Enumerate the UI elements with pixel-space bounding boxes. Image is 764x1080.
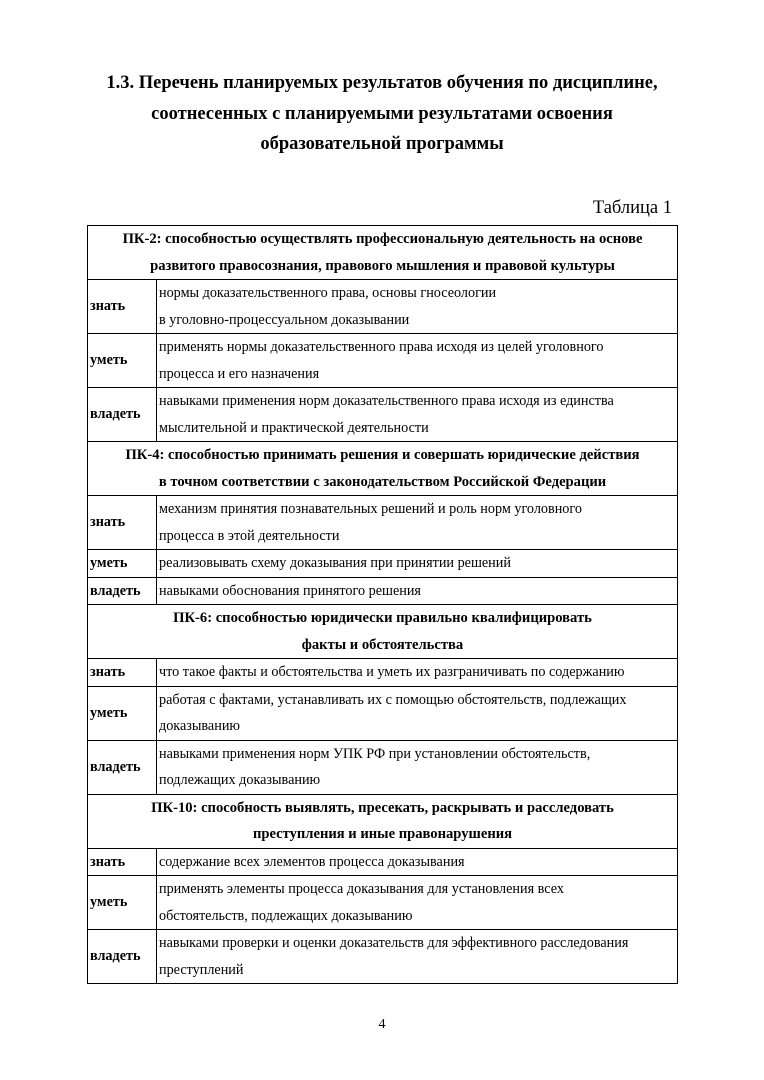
table-caption: Таблица 1 — [592, 198, 672, 218]
competencies-table — [87, 225, 678, 984]
row-text — [157, 388, 678, 442]
row-text — [157, 577, 678, 605]
row-text — [157, 930, 678, 984]
row-label: уметь — [88, 550, 157, 578]
heading-line: развитого правосознания, правового мышления и правовой культуры — [150, 257, 615, 274]
row-label: владеть — [88, 388, 157, 442]
text-line: применять элементы процесса доказывания для установления всех — [159, 881, 564, 897]
section-header-row — [88, 605, 678, 659]
text-line: что такое факты и обстоятельства и уметь их разграничивать по содержанию — [159, 664, 625, 680]
text-line: работая с фактами, устанавливать их с помощью обстоятельств, подлежащих — [159, 691, 627, 708]
page-number: 4 — [378, 1017, 386, 1032]
row-label: владеть — [88, 740, 157, 794]
row-text — [157, 740, 678, 794]
text-line: процесса и его назначения — [159, 365, 320, 382]
table-row — [88, 659, 678, 687]
heading-line: ПК-6: способностью юридически правильно квалифицировать — [173, 610, 592, 626]
row-text — [157, 848, 678, 876]
text-line: мыслительной и практической деятельности — [159, 419, 429, 436]
text-line: процесса в этой деятельности — [159, 527, 340, 544]
text-line: подлежащих доказыванию — [159, 772, 321, 788]
text-line: навыками обоснования принятого решения — [159, 582, 421, 599]
table-row — [88, 930, 678, 984]
row-text — [157, 496, 678, 550]
title-line-1: 1.3. Перечень планируемых результатов обучения по дисциплине, — [106, 73, 658, 93]
heading-line: факты и обстоятельства — [301, 636, 464, 653]
row-label: уметь — [88, 334, 157, 388]
text-line: нормы доказательственного права, основы гносеологии — [159, 285, 497, 301]
table-row — [88, 280, 678, 334]
heading-line: ПК-10: способность выявлять, пресекать, раскрывать и расследовать — [151, 799, 614, 816]
section-header-row — [88, 794, 678, 848]
row-text — [157, 280, 678, 334]
row-label: знать — [88, 848, 157, 876]
row-label: владеть — [88, 930, 157, 984]
heading-line: преступления и иные правонарушения — [252, 826, 513, 842]
row-text — [157, 876, 678, 930]
text-line: содержание всех элементов процесса доказывания — [159, 853, 465, 870]
row-label: знать — [88, 280, 157, 334]
text-line: реализовывать схему доказывания при принятии решений — [159, 555, 511, 571]
section-heading — [88, 794, 678, 848]
section-header-row — [88, 226, 678, 280]
section-heading — [88, 226, 678, 280]
row-text — [157, 686, 678, 740]
section-heading — [88, 605, 678, 659]
heading-line: ПК-2: способностью осуществлять профессиональную деятельность на основе — [122, 231, 643, 247]
row-label: владеть — [88, 577, 157, 605]
row-label: уметь — [88, 876, 157, 930]
section-heading — [88, 442, 678, 496]
heading-line: в точном соответствии с законодательством Российской Федерации — [158, 473, 607, 490]
text-line: преступлений — [159, 961, 244, 978]
text-line: навыками применения норм УПК РФ при установлении обстоятельств, — [159, 745, 591, 762]
text-line: в уголовно-процессуальном доказывании — [159, 311, 410, 328]
text-line: механизм принятия познавательных решений и роль норм уголовного — [159, 501, 582, 517]
table-row — [88, 577, 678, 605]
title-line-2: соотнесенных с планируемыми результатами освоения — [151, 103, 613, 124]
text-line: обстоятельств, подлежащих доказыванию — [159, 907, 413, 924]
row-label: уметь — [88, 686, 157, 740]
table-row — [88, 334, 678, 388]
table-row — [88, 740, 678, 794]
table-row — [88, 388, 678, 442]
title-line-3: образовательной программы — [260, 134, 504, 154]
section-title — [60, 68, 704, 160]
heading-line: ПК-4: способностью принимать решения и совершать юридические действия — [125, 447, 640, 463]
row-text — [157, 550, 678, 578]
table-row — [88, 876, 678, 930]
text-line: применять нормы доказательственного права исходя из целей уголовного — [159, 339, 604, 355]
row-label: знать — [88, 659, 157, 687]
row-label: знать — [88, 496, 157, 550]
text-line: навыками проверки и оценки доказательств для эффективного расследования — [159, 935, 629, 951]
table-row — [88, 496, 678, 550]
table-row — [88, 686, 678, 740]
text-line: навыками применения норм доказательственного права исходя из единства — [159, 393, 614, 409]
row-text — [157, 334, 678, 388]
table-row — [88, 550, 678, 578]
row-text — [157, 659, 678, 687]
section-header-row — [88, 442, 678, 496]
text-line: доказыванию — [159, 718, 241, 734]
table-row — [88, 848, 678, 876]
